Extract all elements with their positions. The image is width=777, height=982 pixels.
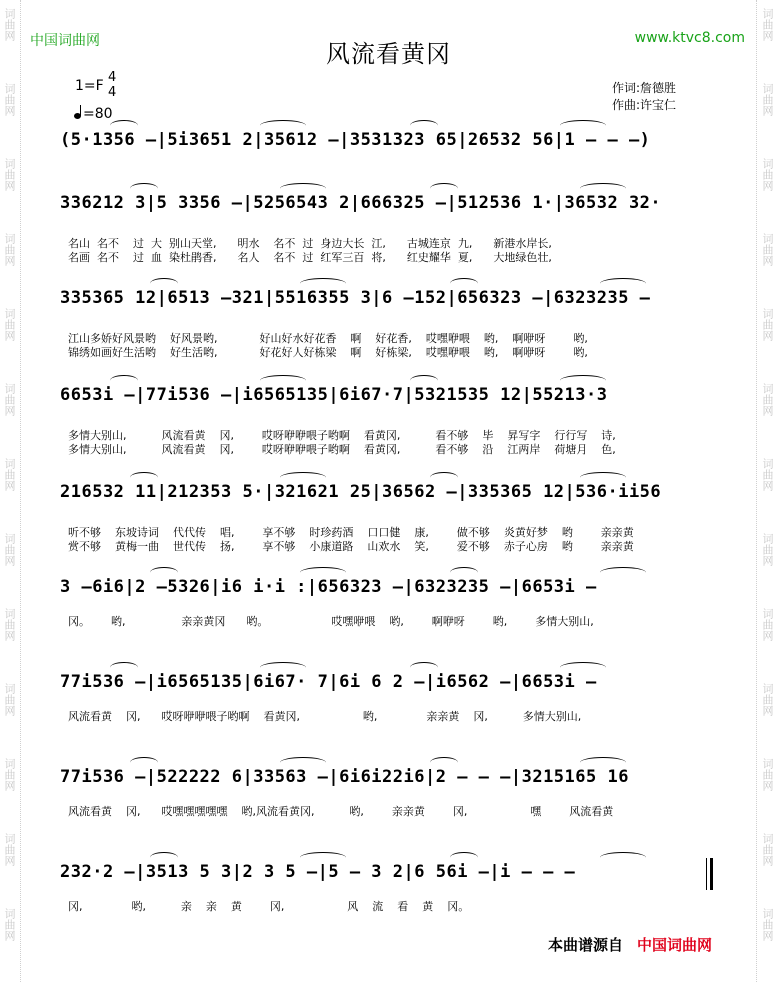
watermark-text: 词曲网: [3, 533, 16, 566]
slur-mark: [280, 183, 326, 194]
lyricist: 作词:詹德胜: [612, 81, 677, 95]
slur-mark: [410, 375, 438, 386]
slur-mark: [150, 852, 178, 863]
watermark-text: 词曲网: [3, 233, 16, 266]
watermark-text: 词曲网: [3, 383, 16, 416]
slur-mark: [560, 120, 606, 131]
slur-mark: [600, 852, 646, 863]
watermark-text: 词曲网: [3, 833, 16, 866]
notation-row: (5·1356 –|5i3651 2|35612 –|3531323 65|26532 56|1 – – –): [60, 130, 651, 150]
slur-mark: [560, 662, 606, 673]
slur-mark: [430, 472, 458, 483]
slur-mark: [450, 852, 478, 863]
watermark-text: 词曲网: [761, 8, 774, 41]
watermark-text: 词曲网: [761, 233, 774, 266]
site-url[interactable]: www.ktvc8.com: [634, 30, 745, 46]
lyric-line: 听不够 东坡诗词 代代传 唱, 享不够 时珍药酒 口口健 康, 做不够 炎黄好梦 哟 亲亲黄: [68, 526, 634, 539]
quarter-note-icon: [74, 113, 81, 119]
lyric-line: 赏不够 黄梅一曲 世代传 扬, 享不够 小康道路 山欢水 笑, 爱不够 赤子心房 哟 亲亲黄: [68, 540, 634, 553]
slur-mark: [580, 183, 626, 194]
tempo-value: =80: [83, 106, 113, 122]
watermark-text: 词曲网: [761, 608, 774, 641]
composer: 作曲:许宝仁: [612, 98, 677, 112]
final-barline: [706, 858, 713, 890]
watermark-text: 词曲网: [3, 308, 16, 341]
lyric-line: 江山多娇好风景哟 好风景哟, 好山好水好花香 啊 好花香, 哎嘿咿喂 哟, 啊咿呀 哟,: [68, 332, 588, 345]
credits: [612, 80, 676, 114]
slur-mark: [430, 183, 458, 194]
watermark-text: 词曲网: [761, 83, 774, 116]
slur-mark: [450, 567, 478, 578]
right-watermark-strip: [756, 0, 777, 982]
slur-mark: [130, 472, 158, 483]
slur-mark: [300, 567, 346, 578]
lyric-line: 冈。 哟, 亲亲黄冈 哟。 哎嘿咿喂 哟, 啊咿呀 哟, 多情大别山,: [68, 615, 594, 628]
slur-mark: [450, 278, 478, 289]
slur-mark: [280, 757, 326, 768]
lyric-line: 风流看黄 冈, 哎嘿嘿嘿嘿嘿 哟,风流看黄冈, 哟, 亲亲黄 冈, 嘿 风流看黄: [68, 805, 614, 818]
lyric-line: 锦绣如画好生活哟 好生活哟, 好花好人好栋梁 啊 好栋梁, 哎嘿咿喂 哟, 啊咿呀 哟,: [68, 346, 588, 359]
slur-mark: [150, 567, 178, 578]
tempo-mark: [74, 106, 113, 122]
slur-mark: [110, 662, 138, 673]
time-signature: [108, 70, 116, 100]
watermark-text: 词曲网: [3, 758, 16, 791]
slur-mark: [110, 120, 138, 131]
site-name[interactable]: 中国词曲网: [30, 33, 100, 49]
watermark-text: 词曲网: [3, 8, 16, 41]
slur-mark: [130, 183, 158, 194]
time-sig-top: 4: [108, 70, 117, 85]
song-title: 风流看黄冈: [326, 40, 451, 68]
slur-mark: [600, 278, 646, 289]
lyric-line: 多情大别山, 风流看黄 冈, 哎呀咿咿喂子哟啊 看黄冈, 看不够 沿 江两岸 荷塘月 色,: [68, 443, 616, 456]
slur-mark: [260, 662, 306, 673]
source-credit: [548, 934, 712, 955]
watermark-text: 词曲网: [761, 758, 774, 791]
watermark-text: 词曲网: [761, 908, 774, 941]
slur-mark: [110, 375, 138, 386]
notation-row: 336212 3|5 3356 –|5256543 2|666325 –|512536 1·|36532 32·: [60, 193, 662, 213]
slur-mark: [600, 567, 646, 578]
slur-mark: [430, 757, 458, 768]
slur-mark: [130, 757, 158, 768]
notation-row: 77i536 –|522222 6|33563 –|6i6i22i6|2 – – –|3215165 16: [60, 767, 629, 787]
key-signature: 1=F: [75, 78, 104, 94]
slur-mark: [260, 375, 306, 386]
lyric-line: 名画 名不 过 血 染杜鹃香, 名人 名不 过 红军三百 将, 红史耀华 夏, 大地绿色壮,: [68, 251, 552, 264]
watermark-text: 词曲网: [761, 458, 774, 491]
notation-row: 6653i –|77i536 –|i6565135|6i67·7|5321535 12|55213·3: [60, 385, 608, 405]
source-brand[interactable]: 中国词曲网: [637, 936, 713, 954]
watermark-text: 词曲网: [3, 683, 16, 716]
slur-mark: [300, 278, 346, 289]
watermark-text: 词曲网: [3, 158, 16, 191]
watermark-text: 词曲网: [3, 608, 16, 641]
source-label: 本曲谱源自: [548, 936, 624, 954]
watermark-text: 词曲网: [3, 83, 16, 116]
notation-row: 77i536 –|i6565135|6i67· 7|6i 6 2 –|i6562 –|6653i –: [60, 672, 597, 692]
lyric-line: 多情大别山, 风流看黄 冈, 哎呀咿咿喂子哟啊 看黄冈, 看不够 毕 昇写字 行行写 诗,: [68, 429, 616, 442]
slur-mark: [560, 375, 606, 386]
slur-mark: [410, 662, 438, 673]
slur-mark: [150, 278, 178, 289]
slur-mark: [260, 120, 306, 131]
notation-row: 335365 12|6513 –321|5516355 3|6 –152|656323 –|6323235 –: [60, 288, 651, 308]
watermark-text: 词曲网: [761, 383, 774, 416]
slur-mark: [280, 472, 326, 483]
notation-row: 216532 11|212353 5·|321621 25|36562 –|335365 12|536·ii56: [60, 482, 662, 502]
lyric-line: 冈, 哟, 亲 亲 黄 冈, 风 流 看 黄 冈。: [68, 900, 470, 913]
left-watermark-strip: [0, 0, 21, 982]
slur-mark: [300, 852, 346, 863]
watermark-text: 词曲网: [761, 833, 774, 866]
slur-mark: [410, 120, 438, 131]
time-sig-bottom: 4: [108, 85, 117, 100]
watermark-text: 词曲网: [761, 683, 774, 716]
lyric-line: 风流看黄 冈, 哎呀咿咿喂子哟啊 看黄冈, 哟, 亲亲黄 冈, 多情大别山,: [68, 710, 582, 723]
watermark-text: 词曲网: [3, 458, 16, 491]
watermark-text: 词曲网: [761, 158, 774, 191]
watermark-text: 词曲网: [3, 908, 16, 941]
watermark-text: 词曲网: [761, 308, 774, 341]
watermark-text: 词曲网: [761, 533, 774, 566]
slur-mark: [580, 472, 626, 483]
lyric-line: 名山 名不 过 大 别山天堂, 明水 名不 过 身边大长 江, 古城连京 九, 新港水岸长,: [68, 237, 552, 250]
notation-row: 232·2 –|3513 5 3|2 3 5 –|5 – 3 2|6 56i –|i – – –: [60, 862, 576, 882]
slur-mark: [580, 757, 626, 768]
notation-row: 3 –6i6|2 –5326|i6 i·i :|656323 –|6323235 –|6653i –: [60, 577, 597, 597]
